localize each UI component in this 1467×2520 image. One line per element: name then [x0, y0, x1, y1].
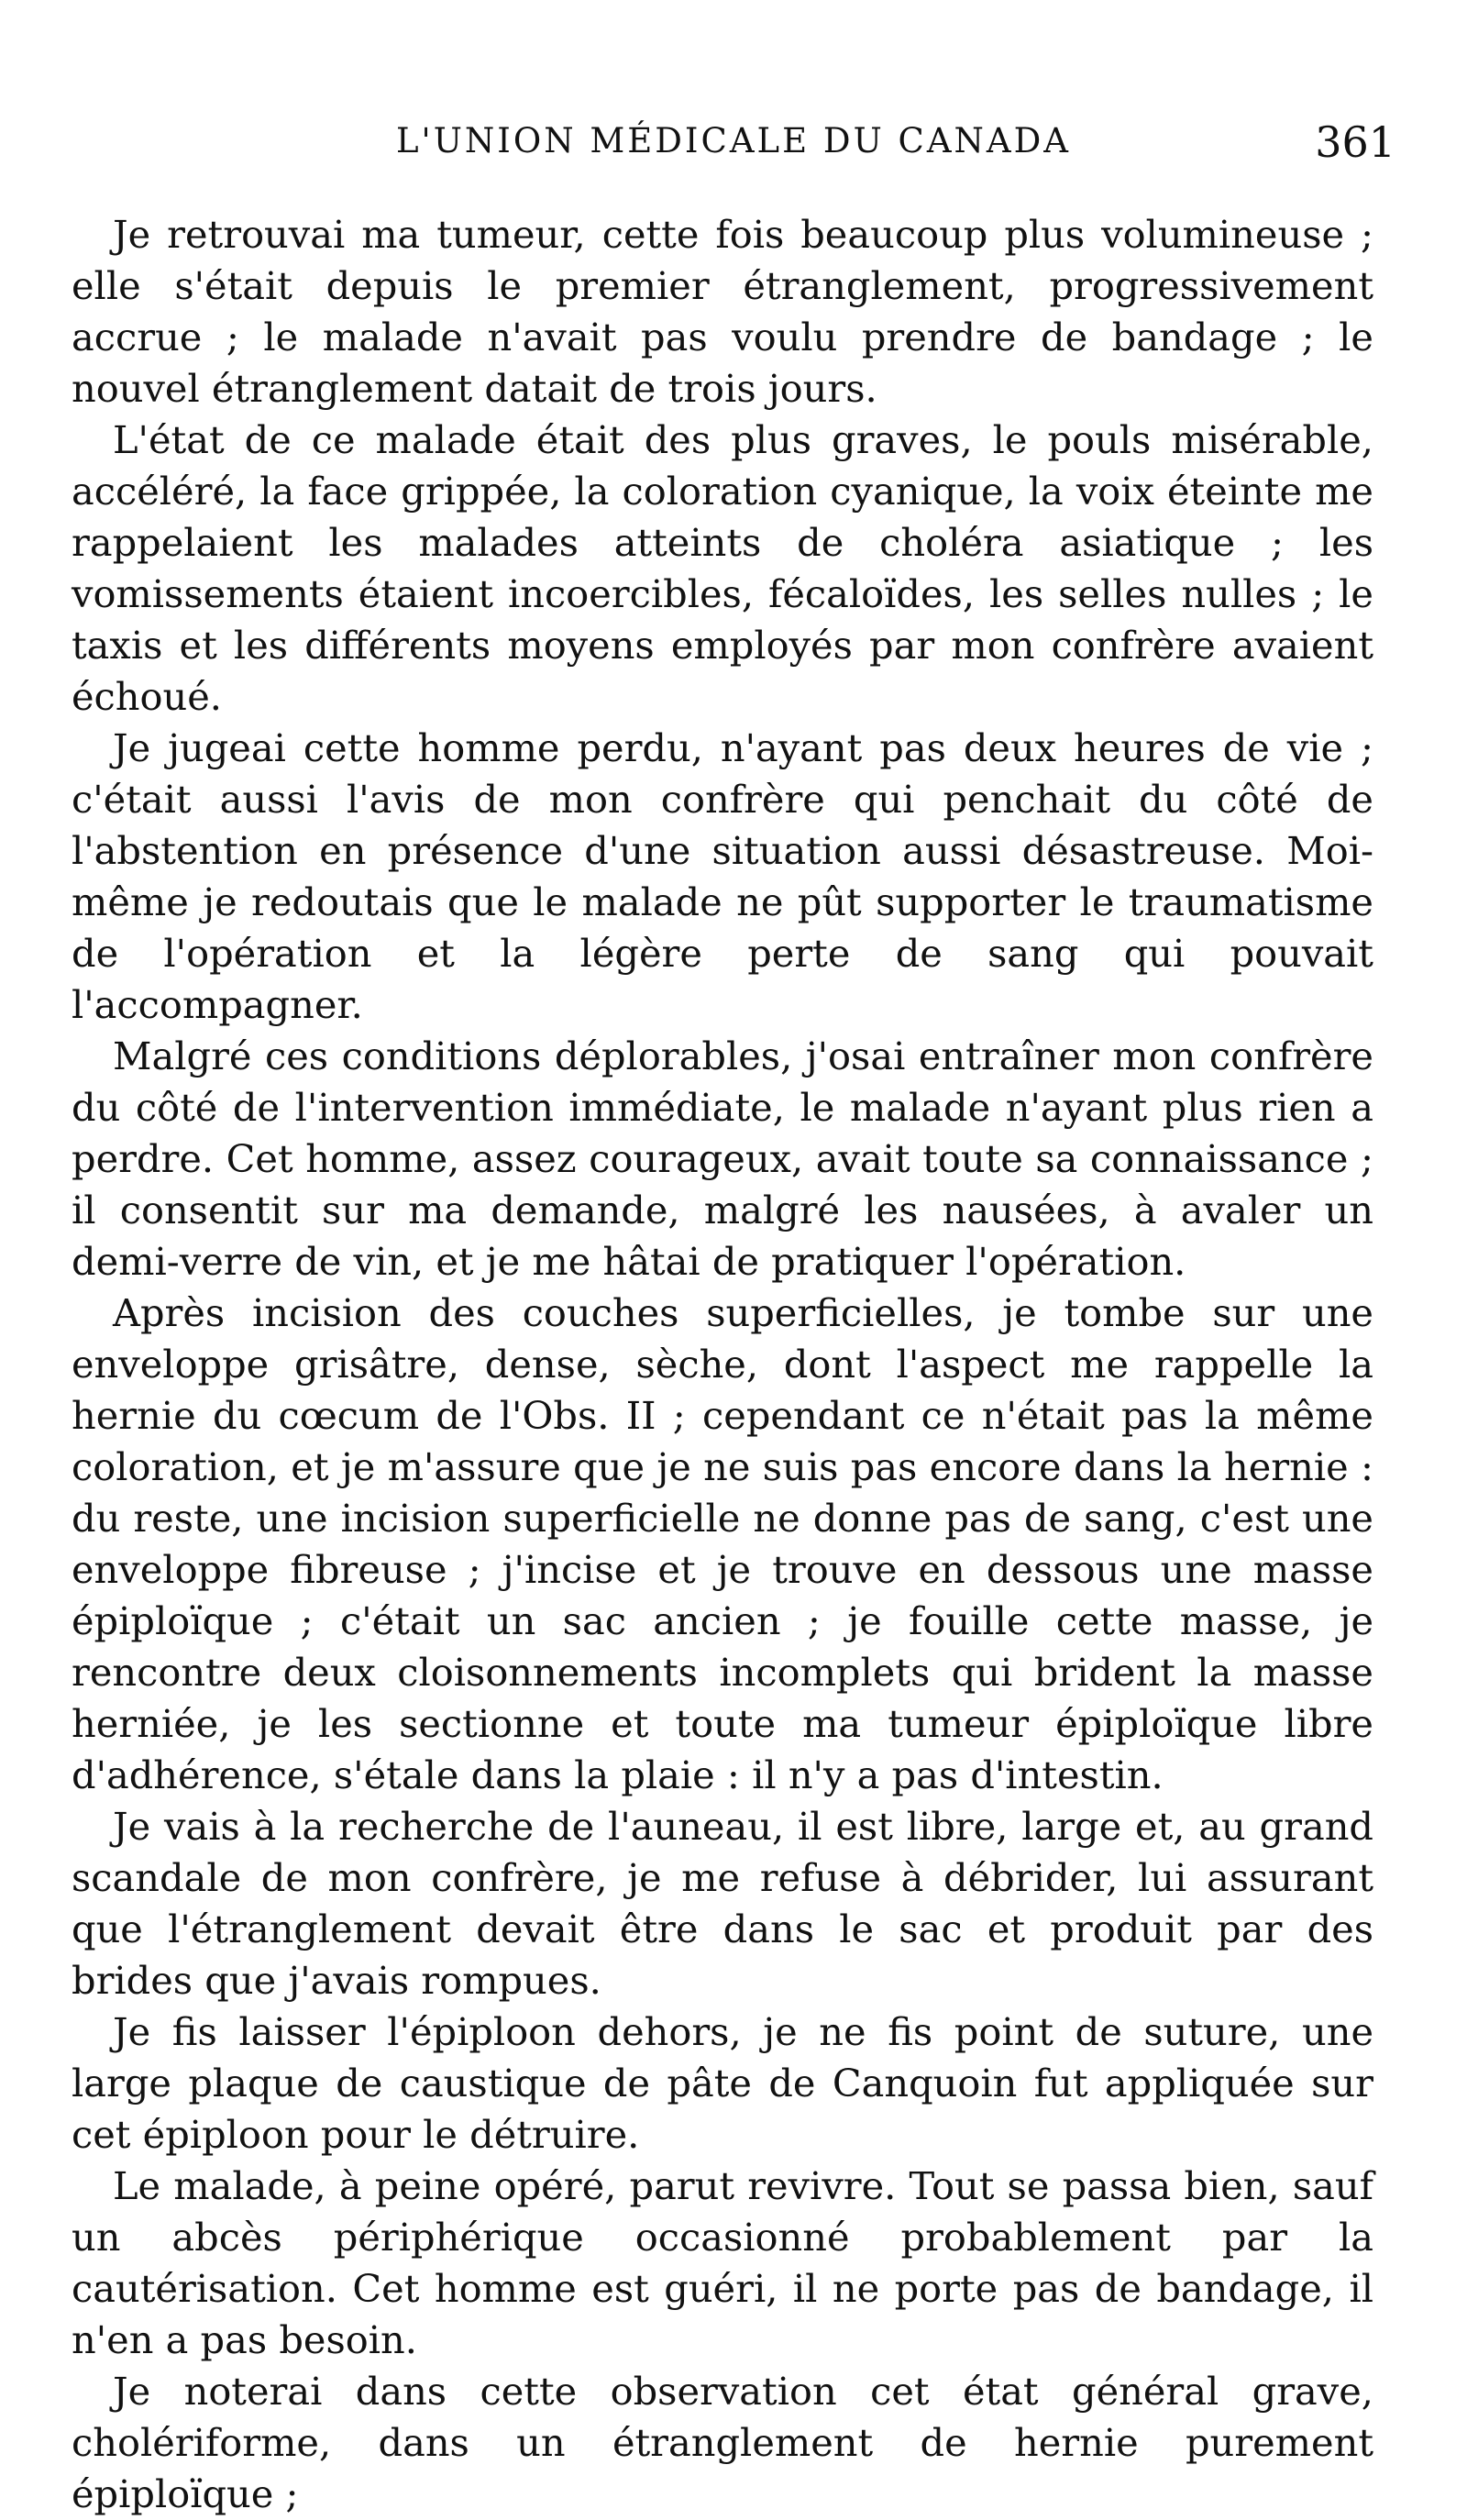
running-head	[72, 117, 1395, 172]
body-text	[72, 209, 1373, 2520]
running-title: L'UNION MÉDICALE DU CANADA	[395, 121, 1072, 160]
paragraph-5: Après incision des couches superficielles, je tombe sur une enveloppe grisâtre, dense, sèche, dont l'aspect me rappelle la hernie du cœcum de l'Obs. II ; cependant ce n'était pas la même coloration, et je m'assure que je ne suis pas encore dans la hernie : du reste, une incision superficielle ne donne pas de sang, c'est une enveloppe fibreuse ; j'incise et je trouve en dessous une masse épiploïque ; c'était un sac ancien ; je fouille cette masse, je rencontre deux cloisonnements incomplets qui brident la masse herniée, je les sectionne et toute ma tumeur épiploïque libre d'adhérence, s'étale dans la plaie : il n'y a pas d'intestin.	[72, 1290, 1373, 1797]
page-number: 361	[1315, 117, 1395, 167]
paragraph-7: Je fis laisser l'épiploon dehors, je ne fis point de suture, une large plaque de caustique de pâte de Canquoin fut appliquée sur cet épiploon pour le détruire.	[72, 2009, 1373, 2157]
paragraph-8: Le malade, à peine opéré, parut revivre. Tout se passa bien, sauf un abcès périphérique occasionné probablement par la cautérisation. Cet homme est guéri, il ne porte pas de bandage, il n'en a pas besoin.	[72, 2163, 1373, 2362]
paragraph-2: L'état de ce malade était des plus graves, le pouls misérable, accéléré, la face grippée, la coloration cyanique, la voix éteinte me rappelaient les malades atteints de choléra asiatique ; les vomissements étaient incoercibles, fécaloïdes, les selles nulles ; le taxis et les différents moyens employés par mon confrère avaient échoué.	[72, 417, 1373, 719]
paragraph-6: Je vais à la recherche de l'auneau, il est libre, large et, au grand scandale de mon confrère, je me refuse à débrider, lui assurant que l'étranglement devait être dans le sac et produit par des brides que j'avais rompues.	[72, 1804, 1373, 2003]
paragraph-4: Malgré ces conditions déplorables, j'osai entraîner mon confrère du côté de l'intervention immédiate, le malade n'ayant plus rien a perdre. Cet homme, assez courageux, avait toute sa connaissance ; il consentit sur ma demande, malgré les nausées, à avaler un demi-verre de vin, et je me hâtai de pratiquer l'opération.	[72, 1033, 1373, 1284]
paragraph-3: Je jugeai cette homme perdu, n'ayant pas deux heures de vie ; c'était aussi l'avis de mon confrère qui penchait du côté de l'abstention en présence d'une situation aussi désastreuse. Moi-même je redoutais que le malade ne pût supporter le traumatisme de l'opération et la légère perte de sang qui pouvait l'accompagner.	[72, 725, 1373, 1027]
paragraph-1: Je retrouvai ma tumeur, cette fois beaucoup plus volumineuse ; elle s'était depuis le premier étranglement, progressivement accrue ; le malade n'avait pas voulu prendre de bandage ; le nouvel étranglement datait de trois jours.	[72, 212, 1373, 411]
paragraph-9: Je noterai dans cette observation cet état général grave, cholériforme, dans un étranglement de hernie purement épiploïque ;	[72, 2369, 1373, 2516]
